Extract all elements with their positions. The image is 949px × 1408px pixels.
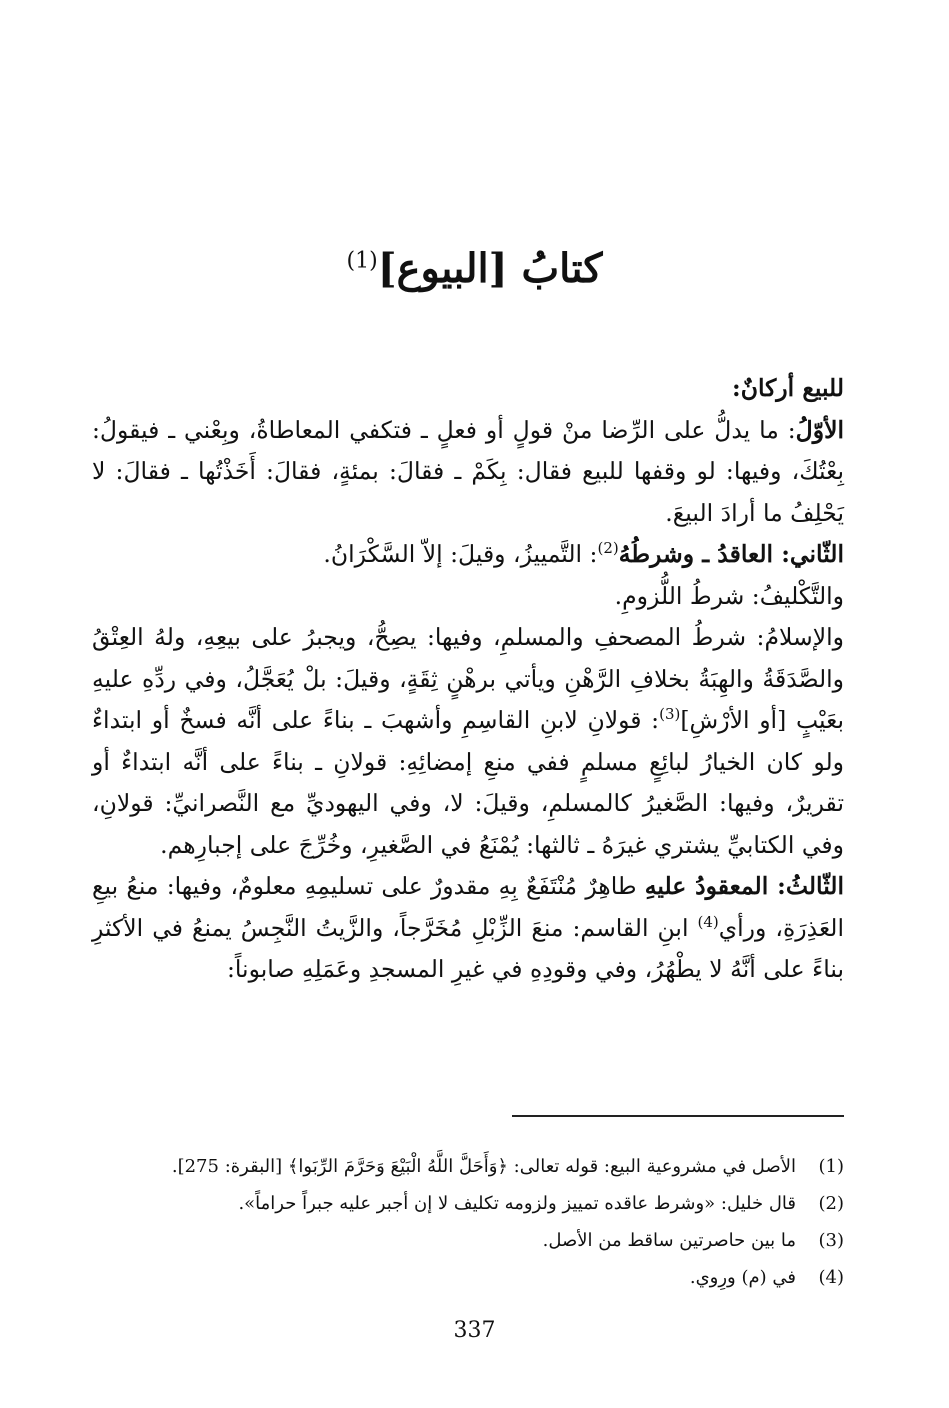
- paragraph-third-pillar: [92, 866, 844, 991]
- chapter-title: [0, 245, 949, 292]
- paragraph-text: طاهِرٌ مُنْتَفَعٌ بِهِ مقدورٌ على تسليمِهِ معلومٌ، وفيها: منعُ بيعِ العَذِرَةِ، ورأي: [92, 872, 844, 942]
- paragraph-taklif: والتَّكْليفُ: شرطُ اللُّزومِ.: [614, 581, 844, 610]
- chapter-title-text: كتابُ [البيوع]: [377, 245, 603, 292]
- heading-second: الثّاني: العاقدُ ـ وشرطُهُ: [618, 540, 844, 568]
- footnote: [92, 1259, 844, 1296]
- footnote-ref: (4): [697, 912, 719, 931]
- footnote-text: قال خليل: «وشرط عاقده تمييز ولزومه تكليف لا إن أجبر عليه جبراً حراماً».: [238, 1193, 796, 1214]
- footnote-number: (2): [818, 1193, 844, 1214]
- heading-first: الأوّلُ: [795, 415, 844, 444]
- footnote-text: في (م) ورِوي.: [689, 1267, 796, 1288]
- paragraph-text: والإسلامُ: شرطُ المصحفِ والمسلمِ، وفيها: يصِحُّ، ويجبرُ على بيعِهِ، ولهُ العِتْقُ والصَّدَقَةُ والهِبَةُ بخلافِ الرَّهْنِ ويأتي برهْنٍ ثِقَةٍ، وقيلَ: بلْ يُعَجَّلُ، وفي ردِّهِ عليهِ بعَيْبٍ [أو الأرْشِ]: [92, 623, 844, 734]
- footnote-number: (1): [818, 1156, 844, 1177]
- footnote-divider: [512, 1115, 844, 1117]
- footnote: [92, 1148, 844, 1185]
- paragraph-first-pillar: [92, 410, 844, 535]
- main-text: [92, 368, 844, 991]
- footnote-ref: (3): [659, 705, 681, 724]
- footnote: [92, 1222, 844, 1259]
- chapter-title-ref: (1): [346, 248, 378, 274]
- footnote-number: (4): [818, 1267, 844, 1288]
- heading-third: الثّالثُ: المعقودُ عليهِ: [644, 872, 844, 900]
- footnotes: [92, 1148, 844, 1296]
- footnote-text: ما بين حاصرتين ساقط من الأصل.: [542, 1230, 796, 1251]
- paragraph-text: : قولانِ لابنِ القاسِمِ وأشهبَ ـ بناءً على أنَّه فسخٌ أو ابتداءٌ ولو كان الخيارُ لبائِعٍ مسلمٍ ففي منعِ إمضائِهِ: قولانِ ـ بناءً على أنَّه ابتداءٌ أو تقريرٌ، وفيها: الصَّغيرُ كالمسلمِ، وقيلَ: لا، وفي اليهوديِّ مع النَّصرانيِّ: قولانِ، وفي الكتابيِّ يشتري غيرَهُ ـ ثالثها: يُمْنَعُ في الصَّغيرِ، وخُرِّجَ على إجبارِهم.: [92, 706, 844, 859]
- footnote-text: الأصل في مشروعية البيع: قوله تعالى: ﴿وَأَحَلَّ اللَّهُ الْبَيْعَ وَحَرَّمَ الرِّبَوا﴾ [البقرة: 275].: [171, 1156, 796, 1177]
- paragraph-islam: [92, 617, 844, 866]
- paragraph-text: ابنِ القاسم: منعَ الزِّبْلِ مُخَرَّجاً، والزَّيتُ النَّجِسُ يمنعُ في الأكثرِ بناءً على أنَّهُ لا يطْهُرُ، وفي وقودِهِ في غيرِ المسجدِ وعَمَلِهِ صابوناً:: [92, 913, 844, 983]
- footnote-number: (3): [818, 1230, 844, 1251]
- paragraph-second-pillar: [92, 534, 844, 576]
- paragraph-text: : التَّمييزُ، وقيلَ: إلاّ السَّكْرَانُ.: [323, 540, 598, 568]
- footnote-ref: (2): [597, 539, 619, 558]
- page-number: 337: [453, 1318, 496, 1343]
- paragraph-text: : ما يدلُّ على الرِّضا منْ قولٍ أو فعلٍ ـ فتكفي المعاطاةُ، وبِعْني ـ فيقولُ: بِعْتُكَ، وفيها: لو وقفها للبيع فقال: بِكَمْ ـ فقالَ: بمئةٍ، فقالَ: أَخَذْتُها ـ فقالَ: لا يَحْلِفُ ما أرادَ البيعَ.: [92, 415, 844, 527]
- footnote: [92, 1185, 844, 1222]
- paragraph-intro: للبيع أركانٌ:: [732, 374, 844, 402]
